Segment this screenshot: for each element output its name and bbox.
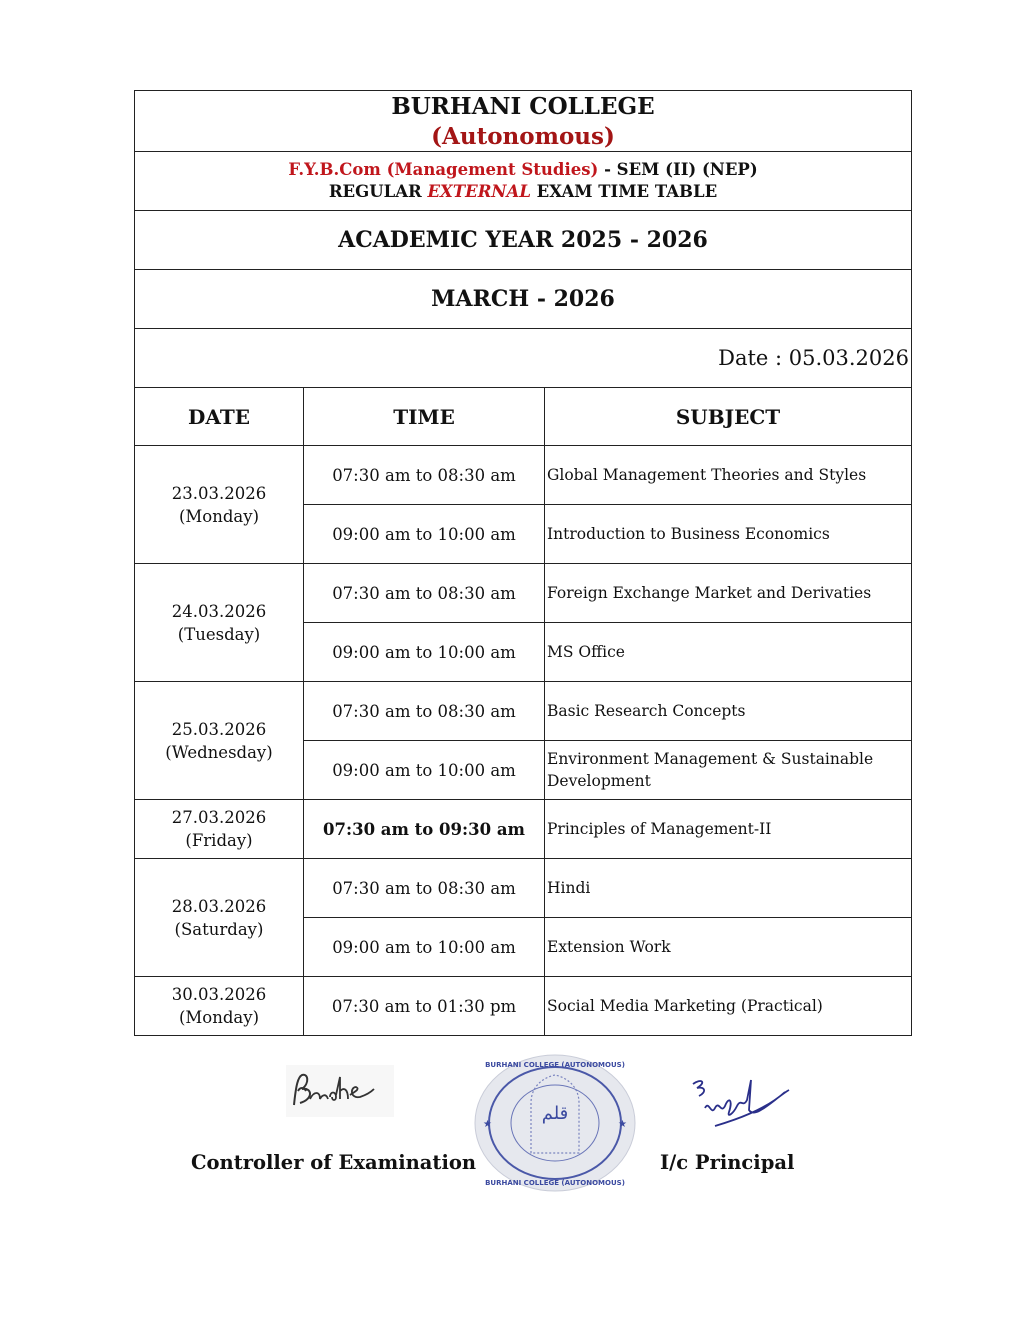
svg-text:قلم: قلم xyxy=(541,1103,569,1124)
column-header-row xyxy=(135,388,912,446)
svg-text:BURHANI COLLEGE (AUTONOMOUS): BURHANI COLLEGE (AUTONOMOUS) xyxy=(485,1061,625,1069)
college-header-row xyxy=(135,91,912,152)
college-name: BURHANI COLLEGE xyxy=(391,93,655,120)
exam-type-emphasis: EXTERNAL xyxy=(427,182,531,201)
exam-time: 07:30 am to 08:30 am xyxy=(304,682,545,741)
exam-subject: MS Office xyxy=(545,623,912,682)
exam-subject: Global Management Theories and Styles xyxy=(545,446,912,505)
exam-date: 28.03.2026 xyxy=(171,896,267,916)
exam-time: 09:00 am to 10:00 am xyxy=(304,623,545,682)
exam-date-cell xyxy=(135,800,304,859)
issue-date-row xyxy=(135,329,912,388)
exam-subject: Extension Work xyxy=(545,918,912,977)
exam-subject: Basic Research Concepts xyxy=(545,682,912,741)
timetable xyxy=(134,90,912,1036)
seal-icon xyxy=(473,1053,637,1193)
academic-year-row xyxy=(135,211,912,270)
exam-time: 09:00 am to 10:00 am xyxy=(304,741,545,800)
exam-day: (Monday) xyxy=(178,506,260,526)
exam-subject: Foreign Exchange Market and Derivaties xyxy=(545,564,912,623)
column-header-time: TIME xyxy=(304,388,545,446)
table-row xyxy=(135,977,912,1036)
exam-subject: Hindi xyxy=(545,859,912,918)
academic-year: ACADEMIC YEAR 2025 - 2026 xyxy=(135,211,912,270)
issue-date: Date : 05.03.2026 xyxy=(135,329,912,388)
exam-date-cell xyxy=(135,977,304,1036)
exam-type-suffix: EXAM TIME TABLE xyxy=(530,182,718,201)
course-row xyxy=(135,152,912,211)
exam-date: 23.03.2026 xyxy=(171,483,267,503)
exam-time: 07:30 am to 08:30 am xyxy=(304,446,545,505)
exam-time: 09:00 am to 10:00 am xyxy=(304,505,545,564)
svg-text:★: ★ xyxy=(618,1119,627,1130)
exam-time: 07:30 am to 09:30 am xyxy=(304,800,545,859)
exam-month: MARCH - 2026 xyxy=(135,270,912,329)
exam-time: 07:30 am to 01:30 pm xyxy=(304,977,545,1036)
timetable-sheet xyxy=(134,90,911,1036)
exam-subject: Social Media Marketing (Practical) xyxy=(545,977,912,1036)
exam-type xyxy=(135,181,911,203)
exam-subject: Principles of Management-II xyxy=(545,800,912,859)
exam-date-cell xyxy=(135,564,304,682)
principal-label: I/c Principal xyxy=(660,1151,795,1174)
controller-of-examination-label: Controller of Examination xyxy=(191,1151,477,1174)
exam-day: (Monday) xyxy=(178,1008,260,1027)
exam-date-cell xyxy=(135,446,304,564)
exam-day: (Friday) xyxy=(185,831,253,850)
table-row xyxy=(135,682,912,741)
exam-time: 09:00 am to 10:00 am xyxy=(304,918,545,977)
column-header-subject: SUBJECT xyxy=(545,388,912,446)
table-row xyxy=(135,564,912,623)
exam-month-row xyxy=(135,270,912,329)
course-semester: - SEM (II) (NEP) xyxy=(598,160,758,179)
exam-date: 27.03.2026 xyxy=(171,808,267,827)
table-row xyxy=(135,859,912,918)
svg-text:BURHANI COLLEGE (AUTONOMOUS): BURHANI COLLEGE (AUTONOMOUS) xyxy=(485,1179,625,1187)
principal-signature xyxy=(685,1070,795,1140)
exam-time: 07:30 am to 08:30 am xyxy=(304,564,545,623)
exam-type-prefix: REGULAR xyxy=(328,182,428,201)
exam-time: 07:30 am to 08:30 am xyxy=(304,859,545,918)
svg-text:★: ★ xyxy=(483,1119,492,1130)
exam-day: (Tuesday) xyxy=(177,624,261,644)
exam-date: 30.03.2026 xyxy=(171,985,267,1004)
column-header-date: DATE xyxy=(135,388,304,446)
college-status: (Autonomous) xyxy=(431,123,615,150)
signature-icon xyxy=(685,1070,795,1140)
signature-icon xyxy=(286,1065,394,1117)
exam-subject: Introduction to Business Economics xyxy=(545,505,912,564)
exam-subject: Environment Management & Sustainable Development xyxy=(545,741,912,800)
exam-date: 25.03.2026 xyxy=(171,719,267,739)
exam-date-cell xyxy=(135,682,304,800)
course-title xyxy=(135,159,911,181)
table-row xyxy=(135,446,912,505)
controller-signature xyxy=(286,1065,394,1117)
exam-date-cell xyxy=(135,859,304,977)
signature-footer xyxy=(0,1045,1024,1205)
exam-day: (Wednesday) xyxy=(165,742,273,762)
table-row xyxy=(135,800,912,859)
course-name: F.Y.B.Com (Management Studies) xyxy=(288,160,599,179)
exam-day: (Saturday) xyxy=(174,919,264,939)
college-seal xyxy=(473,1053,637,1193)
exam-date: 24.03.2026 xyxy=(171,601,267,621)
